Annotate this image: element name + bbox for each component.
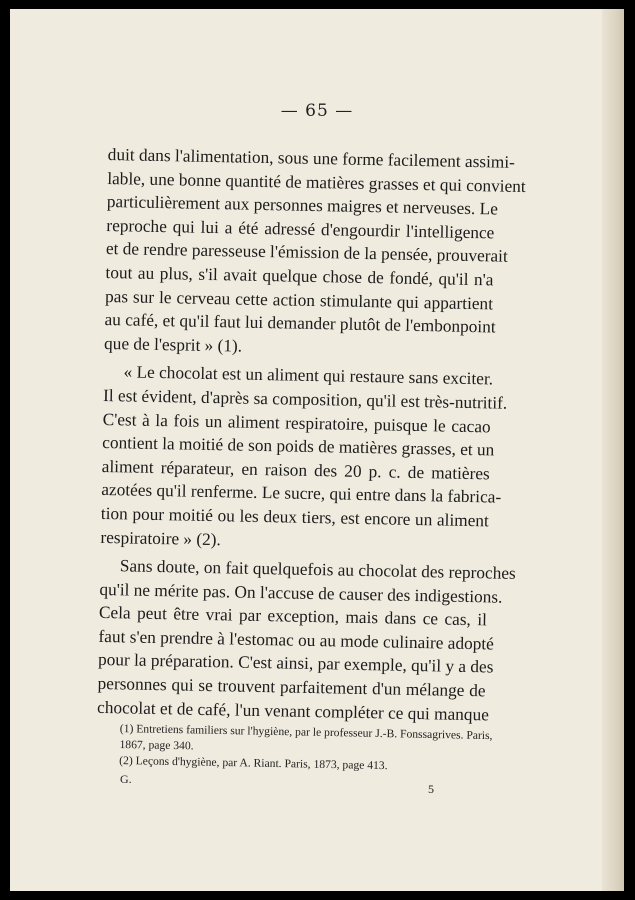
text-line: faut s'en prendre à l'estomac ou au mode culinaire adopté — [98, 626, 495, 654]
text-line: respiratoire » (2). — [100, 527, 222, 549]
footnote-1-continued: 1867, page 340. — [119, 737, 194, 753]
text-line: C'est à la fois un aliment respiratoire, puisque le cacao — [102, 409, 491, 436]
body-text — [96, 143, 526, 727]
text-line: que de l'esprit » (1). — [103, 333, 243, 356]
text-line: azotées qu'il renferme. Le sucre, qui entre dans la fabrica- — [101, 480, 502, 507]
text-line: qu'il ne mérite pas. On l'accuse de causer des indigestions. — [99, 579, 503, 607]
text-line: personnes qui se trouvent parfaitement d'un mélange de — [97, 673, 486, 701]
text-line: Sans doute, on fait quelquefois au chocolat des reproches — [119, 556, 516, 583]
text-line: « Le chocolat est un aliment qui restaure sans exciter. — [123, 362, 494, 389]
text-line: pour la préparation. C'est ainsi, par exemple, qu'il y a des — [97, 650, 494, 677]
book-page — [10, 9, 624, 891]
page-number: — 65 — — [280, 101, 354, 121]
text-line: lable, une bonne quantité de matières grasses et qui convient — [107, 168, 526, 196]
footnote-2: (2) Leçons d'hygiène, par A. Riant. Paris, 1873, page 413. — [119, 753, 388, 773]
text-line: contient la moitié de son poids de matières grasses, et un — [102, 433, 495, 460]
text-line: chocolat et de café, l'un venant compléter ce qui manque — [96, 697, 490, 725]
signature-mark: G. — [120, 772, 132, 786]
page-edge-shadow — [602, 9, 624, 891]
text-line: particulièrement aux personnes maigres et nerveuses. Le — [106, 192, 499, 219]
footnotes — [119, 721, 493, 776]
text-line: Il est évident, d'après sa composition, qu'il est très-nutritif. — [102, 385, 508, 413]
text-line: reproche qui lui a été adressé d'engourdir l'intelligence — [106, 215, 495, 243]
text-line: tion pour moitié ou les deux tiers, est encore un aliment — [100, 503, 490, 531]
text-line: Cela peut être vrai par exception, mais dans ce cas, il — [98, 603, 488, 630]
text-line: tout au plus, s'il avait quelque chose de fondé, qu'il n'a — [105, 262, 494, 290]
text-line: duit dans l'alimentation, sous une forme facilement assimi- — [107, 144, 516, 172]
text-line: pas sur le cerveau cette action stimulante qui appartient — [104, 286, 494, 313]
text-line: et de rendre paresseuse l'émission de la pensée, prouverait — [105, 239, 508, 267]
sheet-number: 5 — [428, 782, 434, 796]
text-line: aliment réparateur, en raison des 20 p. c. de matières — [101, 456, 490, 484]
footnote-1: (1) Entretiens familiers sur l'hygiène, par le professeur J.-B. Fonssagrives. Paris, — [119, 721, 493, 743]
text-line: au café, et qu'il faut lui demander plutôt de l'embonpoint — [104, 310, 496, 337]
